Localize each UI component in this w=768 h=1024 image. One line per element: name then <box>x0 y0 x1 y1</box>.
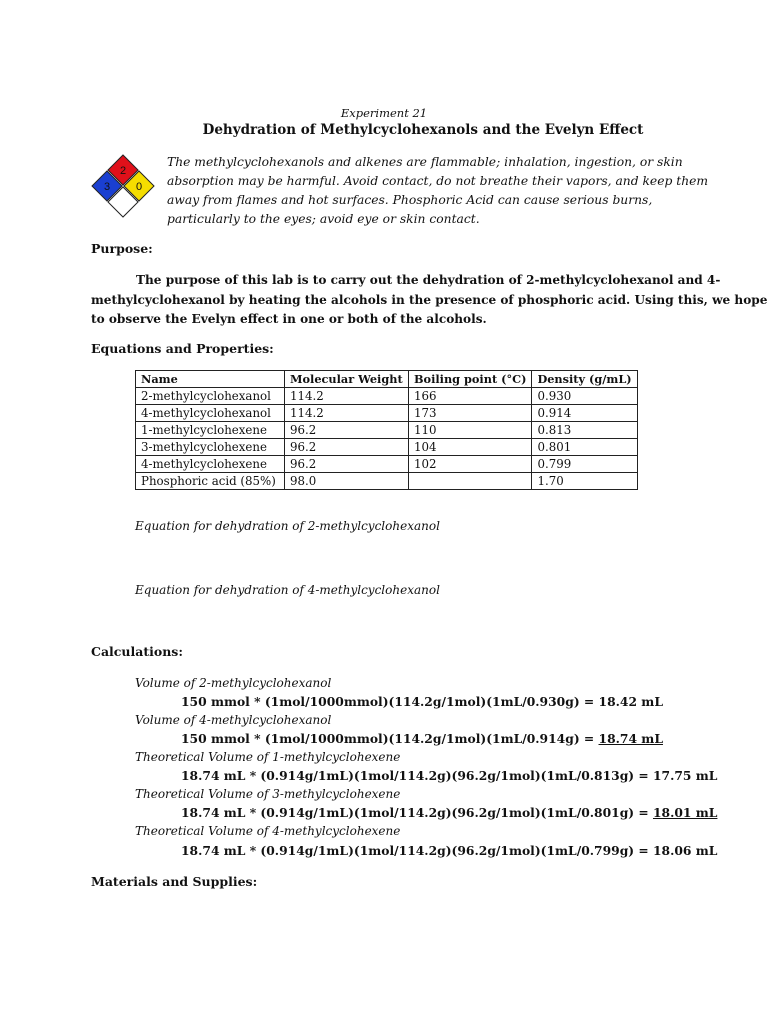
table-row <box>136 405 638 422</box>
calc-formula <box>181 731 663 746</box>
table-cell: 0.914 <box>532 405 638 422</box>
table-cell: 1-methylcyclohexene <box>136 422 285 439</box>
table-header-cell: Molecular Weight <box>285 371 409 388</box>
table-cell: 4-methylcyclohexanol <box>136 405 285 422</box>
safety-line: particularly to the eyes; avoid eye or skin contact. <box>167 212 480 226</box>
purpose-heading: Purpose: <box>91 241 153 256</box>
calc-expression: 18.74 mL * (0.914g/1mL)(1mol/114.2g)(96.2g/1mol)(1mL/0.813g) = <box>181 768 653 783</box>
table-cell: 96.2 <box>285 439 409 456</box>
table-cell: 0.813 <box>532 422 638 439</box>
document-title: Dehydration of Methylcyclohexanols and the Evelyn Effect <box>202 122 644 138</box>
table-row <box>136 388 638 405</box>
table-cell: 173 <box>409 405 532 422</box>
calc-label: Theoretical Volume of 4-methylcyclohexene <box>135 824 401 838</box>
table-cell: 166 <box>409 388 532 405</box>
calc-result: 18.01 mL <box>652 805 718 820</box>
table-cell: 1.70 <box>532 473 638 490</box>
table-cell: 4-methylcyclohexene <box>136 456 285 473</box>
safety-warning <box>167 153 709 229</box>
purpose-line: methylcyclohexanol by heating the alcohols in the presence of phosphoric acid. Using this, we hope <box>91 292 768 307</box>
table-cell: 0.799 <box>532 456 638 473</box>
calc-expression: 150 mmol * (1mol/1000mmol)(114.2g/1mol)(1mL/0.930g) = <box>181 694 599 709</box>
calc-label: Theoretical Volume of 3-methylcyclohexene <box>135 787 401 801</box>
table-row <box>136 422 638 439</box>
table-cell: 2-methylcyclohexanol <box>136 388 285 405</box>
calc-result: 18.74 mL <box>598 731 663 746</box>
table-header-cell: Density (g/mL) <box>532 371 638 388</box>
table-cell: 96.2 <box>285 422 409 439</box>
purpose-paragraph <box>91 271 768 330</box>
table-row <box>136 456 638 473</box>
table-cell: 96.2 <box>285 456 409 473</box>
calc-result: 18.06 mL <box>652 843 718 858</box>
table-header-cell: Boiling point (°C) <box>409 371 532 388</box>
calc-label: Volume of 2-methylcyclohexanol <box>135 676 332 690</box>
table-cell <box>409 473 532 490</box>
calc-formula <box>181 694 663 709</box>
calc-expression: 18.74 mL * (0.914g/1mL)(1mol/114.2g)(96.2g/1mol)(1mL/0.801g) = <box>181 805 653 820</box>
purpose-line: The purpose of this lab is to carry out the dehydration of 2-methylcyclohexanol and 4- <box>136 273 721 287</box>
calc-formula <box>181 768 717 783</box>
table-row <box>136 439 638 456</box>
safety-line: absorption may be harmful. Avoid contact, do not breathe their vapors, and keep them <box>167 174 709 188</box>
nfpa-hazard-diamond-icon <box>91 154 155 218</box>
calc-formula <box>181 843 717 858</box>
table-cell: 114.2 <box>285 388 409 405</box>
calc-result: 17.75 mL <box>652 768 718 783</box>
calc-label: Volume of 4-methylcyclohexanol <box>135 713 332 727</box>
table-cell: 102 <box>409 456 532 473</box>
calc-result: 18.42 mL <box>598 694 663 709</box>
equation-placeholder-2-methylcyclohexanol: Equation for dehydration of 2-methylcyclohexanol <box>135 519 440 533</box>
table-header-row <box>136 371 638 388</box>
table-row <box>136 473 638 490</box>
nfpa-health-value: 3 <box>103 181 111 193</box>
safety-line: away from flames and hot surfaces. Phosphoric Acid can cause serious burns, <box>167 193 653 207</box>
table-cell: 0.801 <box>532 439 638 456</box>
calculations-heading: Calculations: <box>91 644 183 659</box>
purpose-line: to observe the Evelyn effect in one or both of the alcohols. <box>91 312 487 326</box>
table-cell: 98.0 <box>285 473 409 490</box>
calc-expression: 150 mmol * (1mol/1000mmol)(114.2g/1mol)(1mL/0.914g) = <box>181 731 599 746</box>
nfpa-reactivity-value: 0 <box>135 181 143 193</box>
table-cell: 114.2 <box>285 405 409 422</box>
experiment-label: Experiment 21 <box>340 106 428 120</box>
table-cell: 110 <box>409 422 532 439</box>
nfpa-flammability-value: 2 <box>119 165 127 177</box>
table-cell: 3-methylcyclohexene <box>136 439 285 456</box>
safety-line: The methylcyclohexanols and alkenes are flammable; inhalation, ingestion, or skin <box>167 155 683 169</box>
equations-heading: Equations and Properties: <box>91 341 274 356</box>
table-header-cell: Name <box>136 371 285 388</box>
calc-formula <box>181 805 717 820</box>
table-cell: Phosphoric acid (85%) <box>136 473 285 490</box>
table-cell: 0.930 <box>532 388 638 405</box>
equation-placeholder-4-methylcyclohexanol: Equation for dehydration of 4-methylcyclohexanol <box>135 583 440 597</box>
table-cell: 104 <box>409 439 532 456</box>
properties-table <box>135 370 638 490</box>
materials-heading: Materials and Supplies: <box>91 874 258 889</box>
calc-label: Theoretical Volume of 1-methylcyclohexene <box>135 750 401 764</box>
calc-expression: 18.74 mL * (0.914g/1mL)(1mol/114.2g)(96.2g/1mol)(1mL/0.799g) = <box>181 843 653 858</box>
